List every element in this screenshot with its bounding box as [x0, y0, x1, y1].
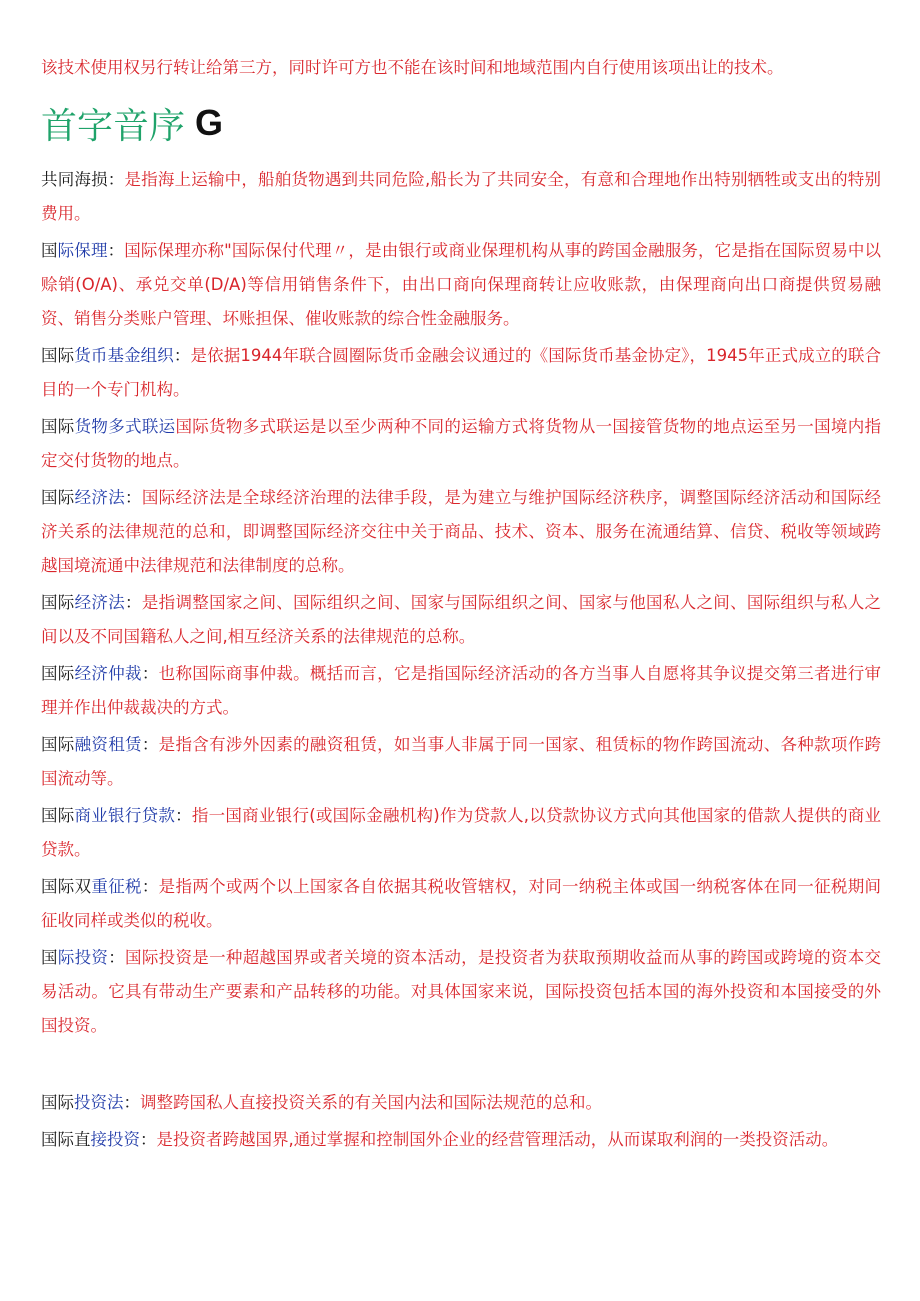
entry-term: 国际 — [41, 735, 75, 754]
section-heading — [41, 98, 223, 148]
entry-term-highlight: 际投资 — [57, 948, 109, 967]
entry-term-highlight: 融资租赁 — [74, 735, 142, 754]
entry-term-highlight: 重征税 — [91, 877, 142, 896]
entry-term-highlight: 经济法 — [74, 488, 126, 507]
entry-separator: ： — [141, 664, 159, 683]
entry-definition: 是指调整国家之间、国际组织之间、国家与国际组织之间、国家与他国私人之间、国际组织与私人之间以及不同国籍私人之间,相互经济关系的法律规范的总称。 — [41, 593, 882, 646]
entry-separator: ： — [140, 1130, 157, 1149]
entry-term: 国 — [41, 948, 58, 967]
entry-definition: 是指含有涉外因素的融资租赁，如当事人非属于同一国家、租赁标的物作跨国流动、各种款项作跨国流动等。 — [41, 735, 882, 788]
entry-term: 国际 — [41, 1093, 74, 1112]
glossary-entry — [41, 410, 881, 478]
glossary-entry — [41, 234, 881, 336]
entry-term-highlight: 货币基金组织 — [74, 346, 174, 365]
entry-definition: 是指两个或两个以上国家各自依据其税收管辖权，对同一纳税主体或国一纳税客体在同一征税期间征收同样或类似的税收。 — [41, 877, 882, 930]
entry-term: 国 — [41, 241, 58, 260]
entry-term-highlight: 经济法 — [74, 593, 126, 612]
entry-definition: 是指海上运输中，船舶货物遇到共同危险,船长为了共同安全，有意和合理地作出特别牺牲或支出的特别费用。 — [41, 170, 882, 223]
entry-definition: 是依据1944年联合圆圈际货币金融会议通过的《国际货币基金协定》，1945年正式成立的联合目的一个专门机构。 — [41, 346, 882, 399]
entry-definition: 国际投资是一种超越国界或者关境的资本活动，是投资者为获取预期收益而从事的跨国或跨境的资本交易活动。它具有带动生产要素和产品转移的功能。对具体国家来说，国际投资包括本国的海外投资和本国接受的外国投资。 — [41, 948, 882, 1035]
entry-term: 国际直 — [41, 1130, 91, 1149]
entry-separator: ： — [141, 877, 159, 896]
entry-separator: ： — [175, 806, 192, 825]
glossary-entry — [41, 586, 881, 654]
entry-separator: ： — [141, 735, 159, 754]
section-title: 首字音序 — [41, 105, 186, 147]
entry-term: 国际 — [41, 664, 75, 683]
glossary-entry — [41, 1086, 881, 1120]
entry-definition: 调整跨国私人直接投资关系的有关国内法和国际法规范的总和。 — [140, 1093, 602, 1112]
entry-separator: ： — [123, 1093, 140, 1112]
glossary-list — [41, 163, 881, 1157]
glossary-entry — [41, 163, 881, 231]
entry-definition: 指一国商业银行(或国际金融机构)作为贷款人,以贷款协议方式向其他国家的借款人提供的商业贷款。 — [41, 806, 882, 859]
glossary-entry — [41, 799, 881, 867]
entry-term: 国际双 — [41, 877, 92, 896]
entry-term: 国际 — [41, 488, 75, 507]
entry-term: 国际 — [41, 417, 75, 436]
intro-text: 该技术使用权另行转让给第三方，同时许可方也不能在该时间和地域范围内自行使用该项出让的技术。 — [41, 58, 784, 77]
entry-term: 国际 — [41, 346, 75, 365]
glossary-entry — [41, 1123, 881, 1157]
entry-definition: 国际货物多式联运是以至少两种不同的运输方式将货物从一国接管货物的地点运至另一国境内指定交付货物的地点。 — [41, 417, 882, 470]
paragraph-gap — [41, 1043, 881, 1086]
entry-separator: ： — [107, 170, 125, 189]
entry-term-highlight: 际保理 — [57, 241, 108, 260]
entry-term: 国际 — [41, 593, 75, 612]
entry-term: 共同海损 — [41, 170, 108, 189]
entry-definition: 国际保理亦称"国际保付代理〃，是由银行或商业保理机构从事的跨国金融服务，它是指在国际贸易中以赊销(O/A)、承兑交单(D/A)等信用销售条件下，由出口商向保理商转让应收账款，由保理商向出口商提供贸易融资、销售分类账户管理、坏账担保、催收账款的综合性金融服务。 — [41, 241, 882, 328]
entry-definition: 是投资者跨越国界,通过掌握和控制国外企业的经营管理活动，从而谋取利润的一类投资活动。 — [156, 1130, 839, 1149]
entry-term-highlight: 投资法 — [74, 1093, 124, 1112]
entry-term-highlight: 商业银行贷款 — [74, 806, 176, 825]
entry-separator: ： — [125, 593, 142, 612]
section-letter: G — [195, 102, 224, 143]
entry-term-highlight: 货物多式联运 — [74, 417, 176, 436]
entry-definition: 也称国际商事仲裁。概括而言，它是指国际经济活动的各方当事人自愿将其争议提交第三者进行审理并作出仲裁裁决的方式。 — [41, 664, 882, 717]
glossary-entry — [41, 870, 881, 938]
glossary-entry — [41, 339, 881, 407]
entry-definition: 国际经济法是全球经济治理的法律手段，是为建立与维护国际经济秩序，调整国际经济活动和国际经济关系的法律规范的总和，即调整国际经济交往中关于商品、技术、资本、服务在流通结算、信贷、税收等领域跨越国境流通中法律规范和法律制度的总称。 — [41, 488, 882, 575]
entry-term-highlight: 接投资 — [90, 1130, 140, 1149]
glossary-entry — [41, 728, 881, 796]
glossary-entry — [41, 657, 881, 725]
entry-term: 国际 — [41, 806, 75, 825]
entry-separator: ： — [108, 948, 126, 967]
entry-separator: ： — [125, 488, 142, 507]
entry-term-highlight: 经济仲裁 — [74, 664, 142, 683]
entry-separator: ： — [107, 241, 125, 260]
entry-separator: ： — [173, 346, 191, 365]
glossary-entry — [41, 481, 881, 583]
glossary-entry — [41, 941, 881, 1043]
